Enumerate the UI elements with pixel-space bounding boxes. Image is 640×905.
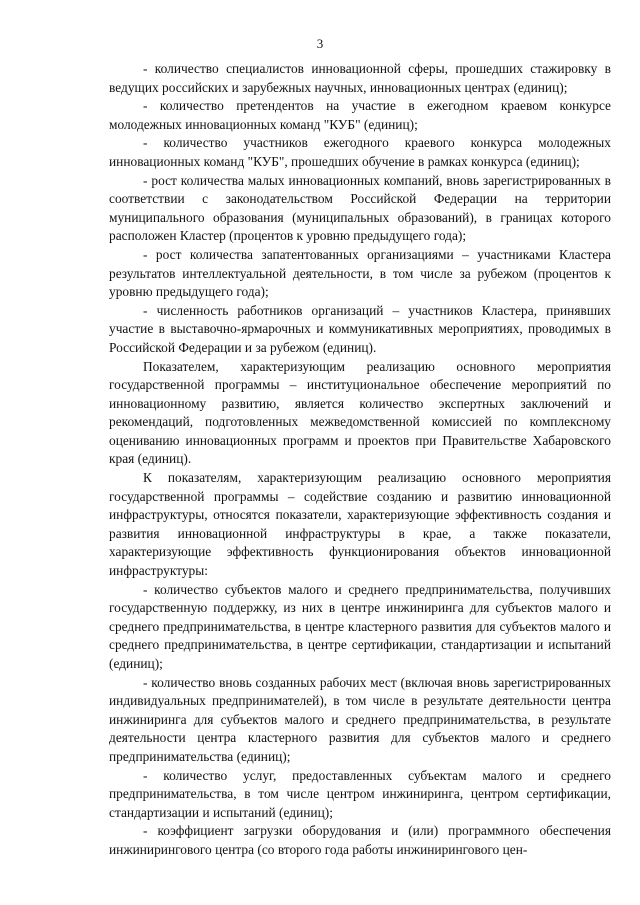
paragraph: К показателям, характеризующим реализацию основного мероприятия государственной программы – содействие созданию и развитию инновационной инфраструктуры, относятся показатели, характеризующие эффективность создания и развития инновационной инфраструктуры в крае, а также показатели, характеризующие эффективность функционирования объектов инновационной инфраструктуры: [109,470,611,579]
paragraph: - количество участников ежегодного краевого конкурса молодежных инновационных команд "КУБ", прошедших обучение в рамках конкурса (единиц); [109,135,611,169]
paragraph: Показателем, характеризующим реализацию основного мероприятия государственной программы – институциональное обеспечение мероприятий по инновационному развитию, является количество экспертных заключений и рекомендаций, подготовленных межведомственной комиссией по комплексному оцениванию инновационных программ и проектов при Правительстве Хабаровского края (единиц). [109,358,611,467]
paragraph: - количество вновь созданных рабочих мест (включая вновь зарегистрированных индивидуальных предпринимателей), в том числе в результате деятельности центра инжиниринга для субъектов малого и среднего предпринимательства, в результате деятельности центра кластерного развития для субъектов малого и среднего предпринимательства (единиц); [109,674,611,764]
paragraph: - количество субъектов малого и среднего предпринимательства, получивших государственную поддержку, из них в центре инжиниринга для субъектов малого и среднего предпринимательства, в центре кластерного развития для субъектов малого и среднего предпринимательства, в центре сертификации, стандартизации и испытаний (единиц); [109,581,611,671]
paragraph: - рост количества малых инновационных компаний, вновь зарегистрированных в соответствии с законодательством Российской Федерации на территории муниципального образования (муниципальных образований), в границах которого расположен Кластер (процентов к уровню предыдущего года); [109,172,611,244]
paragraph: - коэффициент загрузки оборудования и (или) программного обеспечения инжинирингового центра (со второго года работы инжинирингового цен- [109,823,611,857]
paragraph: - рост количества запатентованных организациями – участниками Кластера результатов интеллектуальной деятельности, в том числе за рубежом (процентов к уровню предыдущего года); [109,246,611,300]
document-body [109,60,611,860]
paragraph: - количество претендентов на участие в ежегодном краевом конкурсе молодежных инновационных команд "КУБ" (единиц); [109,98,611,132]
paragraph: - количество специалистов инновационной сферы, прошедших стажировку в ведущих российских и зарубежных научных, инновационных центрах (единиц); [109,61,611,95]
paragraph: - количество услуг, предоставленных субъектам малого и среднего предпринимательства, в том числе центром инжиниринга, центром сертификации, стандартизации и испытаний (единиц); [109,767,611,820]
paragraph: - численность работников организаций – участников Кластера, принявших участие в выставочно-ярмарочных и коммуникативных мероприятиях, проводимых в Российской Федерации и за рубежом (единиц). [109,302,611,355]
page-number: 3 [316,36,324,51]
